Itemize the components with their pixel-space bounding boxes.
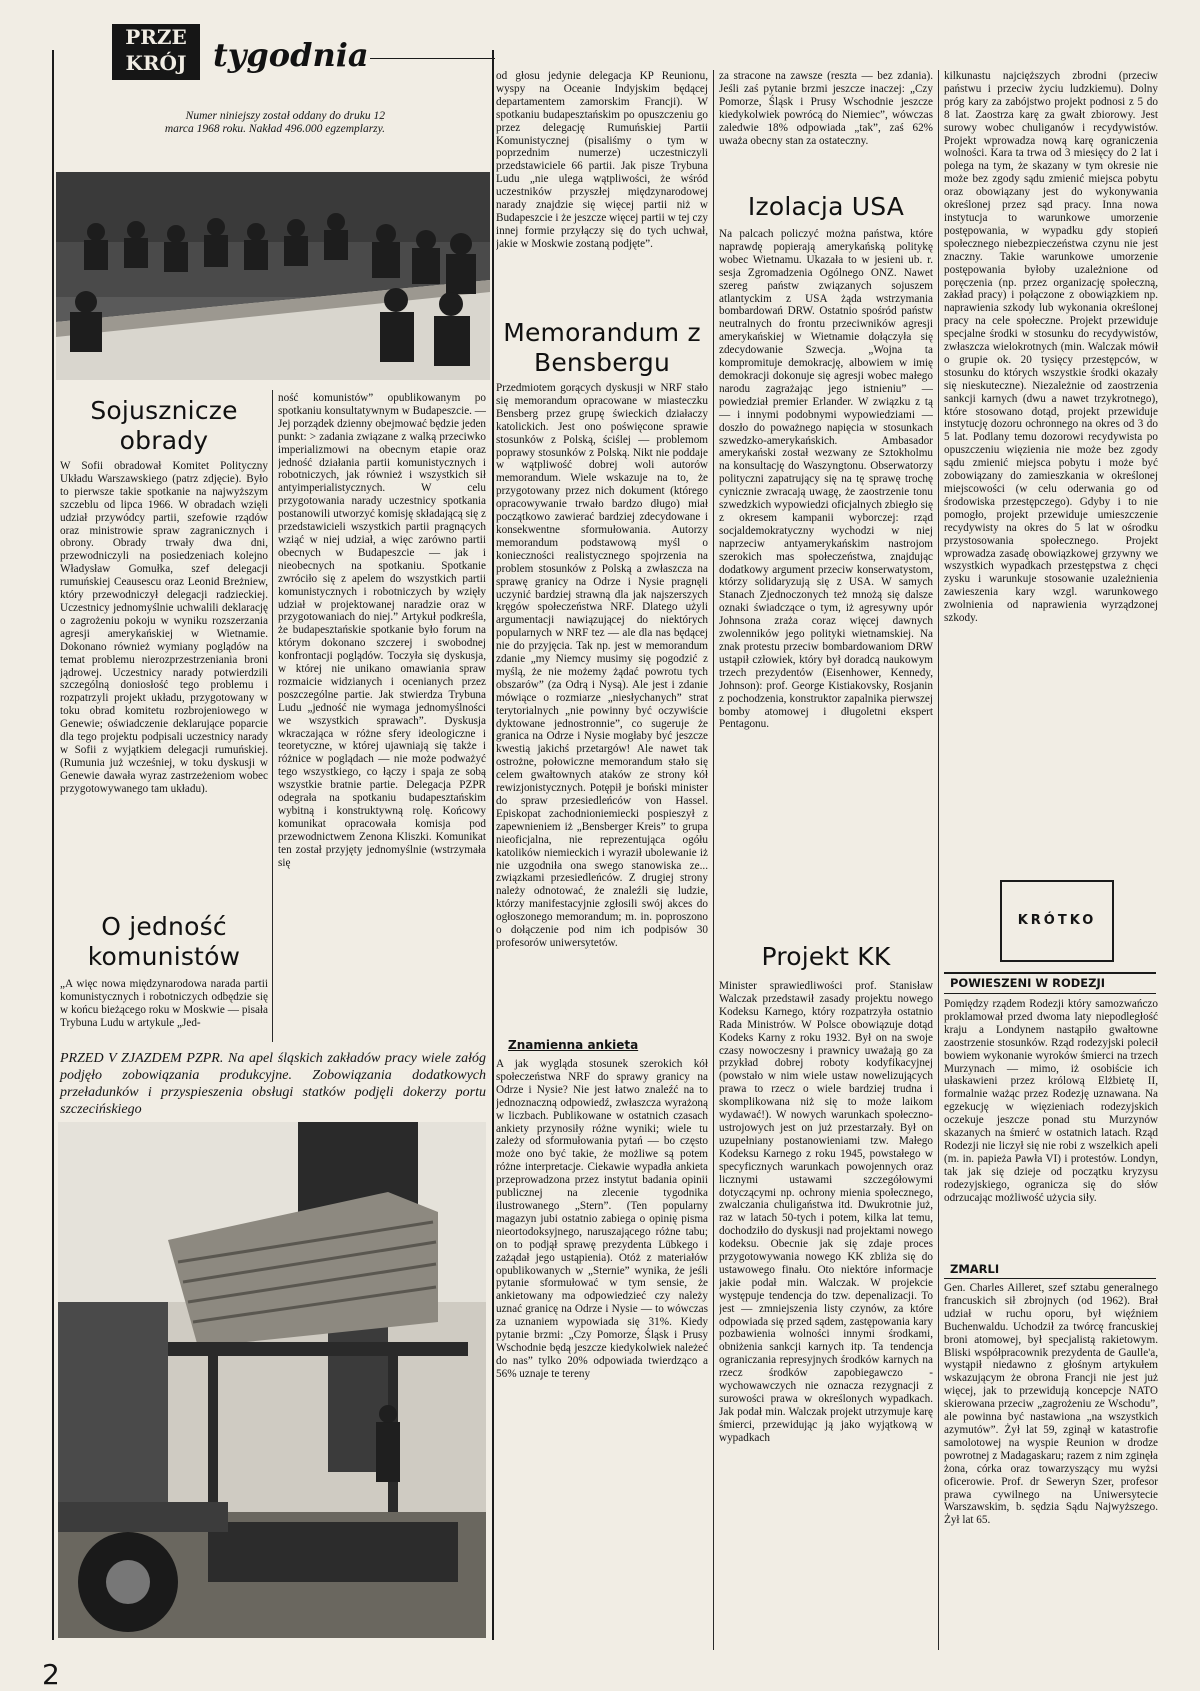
- masthead-logo: PRZE KRÓJ: [112, 24, 200, 80]
- section-rule-2: [944, 1278, 1156, 1279]
- article-ankieta: A jak wygląda stosunek szerokich kół społeczeństwa NRF do sprawy granicy na Odrze i Nysie? Nie jest łatwo znaleźć na to jednoznaczną odpowiedź, zwłaszcza wyrażoną w liczbach. Publikowane w ostatnich czasach ankiety przynosiły różne wyniki; wiele tu zależy od sformułowania pytań — bo często może ono być takie, że możliwe są potem różne interpretacje. Ciekawie wypadła ankieta przeprowadzona przez instytut badania opinii publicznej na zlecenie tygodnika ilustrowanego „Stern”. (Ten popularny magazyn jubi ostatnio zabiega o opinię pisma nieortodoksyjnego, naruszającego różne tabu; on to podjął sprawę prezydenta Lübkego i zażądał jego ustąpienia). Otóż z materiałów opublikowanych w „Sternie” wynika, że jeśli pytanie sformułować w tym sensie, że ankietowany ma odpowiedzieć czy należy uznać granicę na Odrze i Nysie — to wówczas za uznaniem wypowiada się 31%. Kiedy pytanie brzmi: „Czy Pomorze, Śląsk i Prusy Wschodnie będą jeszcze kiedykolwiek należeć do nas” tylko 20% odpowiada twierdząco a 56% uznaje te tereny: [496, 1058, 708, 1380]
- article-jednosc-col1: „A więc nowa międzynarodowa narada partii komunistycznych i robotniczych odbędzie się w końcu bieżącego roku w Moskwie — pisała Trybuna Ludu w artykule „Jed-: [60, 978, 268, 1029]
- article-memorandum: Przedmiotem gorących dyskusji w NRF stało się memorandum opracowane w miasteczku Bensberg przez grupę świeckich działaczy katolickich. Jest ono poświęcone sprawie stosunków z Polską, ściślej — problemom poprawy stosunków z Polską. Nikt nie poddaje w wątpliwość dobrej woli autorów memorandum. Wiele wskazuje na to, że przygotowany przez nich dokument (którego opracowywanie trwało bardzo długo) miał początkowo zawierać bardziej zdecydowane i konsekwentne sformułowania. Autorzy memorandum podstawową myśl o konieczności realistycznego spojrzenia na problem stosunków z Polską a zwłaszcza na sprawę granicy na Odrze i Nysie pragnęli uczynić bardziej strawną dla jak najszerszych kręgów społeczeństwa NRF. Dlatego użyli argumentacji nawiązującej do niektórych popularnych w NRF tez — ale dla nas będącej nie do przyjęcia. Tak np. jest w memorandum zdanie „my Niemcy musimy się pogodzić z myślą, że nie możemy żądać powrotu tych obszarów” (za Odrą i Nysą). Ale jest i zdanie mówiące o rozmiarze „niesłychanych” strat terytorialnych „nie powinny być oczywiście dyktowane jednostronnie”, co sugeruje że granica na Odrze i Nysie mogłaby być jeszcze kwestią jakichś przetargów! Ale nawet tak ostrożne, połowiczne memorandum stało się celem gwałtownych ataków ze strony kół rewizjonistycznych. Potępił je boński minister do spraw przesiedleńców von Hassel. Episkopat zachodnioniemiecki pospieszył z zapewnieniem iż „Bensberger Kreis” to grupa nieoficjalna, nie reprezentująca ogółu katolików niemieckich i wyraził ubolewanie iż nie uzgodniła ona swego stanowiska ze... związkami przesiedleńców. Z drugiej strony należy odnotować, że znaleźli się ludzie, którzy manifestacyjnie zgłosili swój akces do ogłoszonego memorandum; m. in. poproszono o dołączenie pod nim ich podpisów 30 profesorów uniwersytetów.: [496, 382, 708, 949]
- conference-photo: [56, 172, 490, 380]
- article-sojusznicze-col1: W Sofii obradował Komitet Polityczny Układu Warszawskiego (patrz zdjęcie). Było to pierwsze takie spotkanie na najwyższym szczeblu od lipca 1966. W obradach wzięli udział przywódcy partii, szefowie rządów oraz ministrowie spraw zagranicznych i obrony. Obrady trwały dwa dni, przewodniczyli na posiedzeniach kolejno Władysław Gomułka, szef delegacji rumuńskiej Ceausescu oraz Leonid Breżniew, który przewodniczył delegacji radzieckiej. Uczestnicy jednomyślnie uchwalili deklarację o zagrożeniu pokoju w wyniku rozszerzania agresji amerykańskiej w Wietnamie. Dokonano również wymiany poglądów na temat problemu nierozprzestrzeniania broni jądrowej. Uczestnicy narady potwierdzili szczególną doniosłość tego problemu i rozpatrzyli projekt układu, przygotowany w toku obrad komitetu rozbrojeniowego w Genewie; oświadczenie deklarujące poparcie dla tego projektu podpisali uczestnicy narady w Sofii z wyjątkiem delegacji rumuńskiej. (Rumunia już wcześniej, w toku dyskusji w Genewie dawała wyraz zastrzeżeniom wobec przygotowywanego tam układu).: [60, 460, 268, 795]
- heading-sojusznicze: Sojusznicze obrady: [90, 396, 238, 455]
- heading-izolacja: Izolacja USA: [747, 192, 905, 221]
- port-photo: [58, 1122, 486, 1638]
- article-jednosc-col3: od głosu jedynie delegacja KP Reunionu, wyspy na Oceanie Indyjskim będącej departamentem zamorskim Francji). W spotkaniu budapesztańskim po opuszczeniu go przez delegację Rumuńskiej Partii Komunistycznej (pisaliśmy o tym w poprzednim numerze) uczestniczyli przedstawiciele 66 partii. Jak pisze Trybuna Ludu „nie ulega wątpliwości, że wśród uczestników przyszłej międzynarodowej narady znajdzie się więcej partii niż w Budapeszcie i że jeszcze więcej partii w tej czy innej formie przyłączy się do tych uchwał, jakie w Moskwie zostaną podjęte”.: [496, 70, 708, 250]
- article-izolacja: Na palcach policzyć można państwa, które naprawdę popierają amerykańską politykę wobec Wietnamu. Ukazała to w jesieni ub. r. sesja Zgromadzenia Ogólnego ONZ. Nawet szereg państw związanych sojuszem atlantyckim z USA żąda wstrzymania bombardowań DRW. Ostatnio spośród państw neutralnych do frontu przeciwników agresji amerykańskiej w Wietnamie dołączyła się zdecydowanie Szwecja. „Wojna ta kompromituje demokrację, albowiem w imię demokracji dokonuje się agresji wobec małego narodu zagrażając jego istnieniu” — powiedział premier Erlander. W związku z tą — i innymi podobnymi wypowiedziami — doszło do poważnego napięcia w stosunkach szwedzko-amerykańskich. Ambasador amerykański został wezwany ze Sztokholmu na konsultację do Waszyngtonu. Obserwatorzy polityczni zapatrujący się na tę sprawę trochę cynicznie zwracają uwagę, że zaostrzenie tonu szwedzkich wypowiedzi oficjalnych zbiegło się z okresem kampanii wyborczej: rząd socjaldemokratyczny wychodzi w niej naprzeciw antyamerykańskim nastrojom szerokich mas społeczeństwa, znajdując dodatkowy argument przeciw konserwatystom, którzy solidaryzują się z USA. W samych Stanach Zjednoczonych też mnożą się dalsze oznaki świadczące o tym, iż agresywny upór Johnsona zraża coraz więcej dawnych zwolenników jego polityki wietnamskiej. Na znak protestu przeciw bombardowaniom DRW ustąpił człowiek, który był doradcą naukowym trzech prezydentów (Eisenhower, Kennedy, Johnson): prof. George Kistiakovsky, Rosjanin z pochodzenia, konstruktor zapalnika pierwszej bomby atomowej i długoletni ekspert Pentagonu.: [719, 228, 933, 731]
- krotko-rule: [944, 972, 1156, 974]
- article-projekt-kk-cont: kilkunastu najcięższych zbrodni (przeciw państwu i przeciw życiu ludzkiemu). Dolny próg kary za zabójstwo projekt podnosi z 5 do 8 lat. Zaostrza karę za gwałt zbiorowy. Jest surowy wobec chuliganów i recydywistów. Projekt wprowadza nową karę ograniczenia wolności. Kara ta trwa od 3 miesięcy do 2 lat i polega na tym, że skazany w tym okresie nie może bez zgody sądu zmienić miejsca pobytu oraz obowiązany jest do wykonywania określonej przez sąd pracy. Inna nowa instytucja to warunkowe umorzenie postępowania, w wypadku gdy stopień społecznego niebezpieczeństwa czynu nie jest znaczny. Takie warunkowe umorzenie postępowania byłoby uzależnione od poręczenia (np. przez organizację społeczną, zakład pracy) i połączone z obowiązkiem np. naprawienia szkody lub wykonania określonej pracy na cele społeczne. Projekt przewiduje specjalne środki w stosunku do recydywistów, zwłaszcza wielokrotnych (min. Walczak mówił o grupie ok. 20 tysięcy przestępców, w stosunku do których wszystkie środki okazały się nieskuteczne). Niezależnie od zaostrzenia sankcji karnych (dwu a nawet trzykrotnego), które stosowano dotąd, projekt przewiduje instytucję dozoru ochronnego na okres od 3 do 5 lat. Podlany temu dozorowi recydywista po opuszczeniu więzienia nie może bez zgody sądu zmienić miejsca pobytu i może być zobowiązany do zamieszkania w określonej miejscowości (w celu oderwania go od środowiska przestępczego). Gdyby i to nie pomogło, projekt przewiduje umieszczenie recydywisty na okres do 5 lat w ośrodku przystosowania społecznego. Projekt wprowadza zasadę obowiązkowej grzywny we wszystkich wypadkach przestępstwa z chęci zysku i warunkuje stosowanie uzależnienia zawieszenia kary wzgl. warunkowego zwolnienia od naprawienia wyrządzonej szkody.: [944, 70, 1158, 625]
- heading-projekt-kk: Projekt KK: [761, 942, 891, 971]
- article-powieszeni: Pomiędzy rządem Rodezji który samozwańczo proklamował przed dwoma laty niepodległość kraju a Londynem nastąpiło gwałtowne zaostrzenie stosunków. Rząd rodezyjski polecił bowiem wykonanie wyroków śmierci na trzech Murzynach — mimo, iż osobiście ich ułaskawieni przez królową Elżbietę II, formalnie ważąc przez Rodezję uznawana. Na egzekucję w więzieniach rodezyjskich oczekuje jeszcze ponad stu Murzynów skazanych na śmierć w ostatnich latach. Rząd Rodezji nie liczył się nie robi z wszelkich apeli (m. in. papieża Pawła VI) i protestów. Londyn, tak jak się dzieje od początku kryzysu rodezyjskiego, ogranicza się do słów odrzucając możliwość użycia siły.: [944, 998, 1158, 1204]
- port-photo-image: [58, 1122, 486, 1638]
- heading-memorandum: Memorandum z Bensbergu: [503, 318, 701, 377]
- krotko-box: KRÓTKO: [1000, 880, 1114, 962]
- conference-photo-image: [56, 172, 490, 380]
- subheading-ankieta: Znamienna ankieta: [508, 1038, 639, 1052]
- photo-caption: PRZED V ZJAZDEM PZPR. Na apel śląskich zakładów pracy wiele załóg podjęło zobowiązania produkcyjne. Zobowiązania dodatkowych przeładunków i przyspieszenia obsługi statków podjęli dokerzy portu szczecińskiego: [60, 1051, 486, 1117]
- column-rule-2: [713, 70, 714, 1650]
- heading-jednosc: O jedność komunistów: [87, 912, 241, 971]
- article-jednosc-col2: ność komunistów” opublikowanym po spotkaniu konsultatywnym w Budapeszcie. — Jej porządek dzienny obejmować będzie jeden punkt: > zadania związane z walką przeciwko imperializmowi na obecnym etapie oraz jedność działania partii komunistycznych i robotniczych, jak również i wszystkich sił antyimperialistycznych. W celu przygotowania narady uczestnicy spotkania postanowili utworzyć komisję składającą się z przedstawicieli wszystkich partii pragnących wziąć w niej udział, a więc zarówno partii obecnych w Budapeszcie — jak i nieobecnych na spotkaniu. Spotkanie zwróciło się z apelem do wszystkich partii komunistycznych i robotniczych by wzięły udział w projektowanej naradzie oraz w przygotowaniach do niej.” Artykuł podkreśla, że budapesztańskie spotkanie było forum na którym dokonano szczerej i swobodnej konfrontacji poglądów. Toczyła się dyskusja, w której nie unikano omawiania spraw rozmaicie widzianych i ocenianych przez poszczególne partie. Jak stwierdza Trybuna Ludu „jedność nie wymaga jednomyślności we wszystkich sprawach”. Dyskusja wkraczająca w różne sfery ideologiczne i teoretyczne, w której ujawniają się także i różnice w poglądach — nie może podważyć tego wszystkiego, co łączy i spaja ze sobą wszystkie bratnie partie. Delegacja PZPR odegrała na spotkaniu budapesztańskim wybitną i konstruktywną rolę. Końcowy komunikat opracowała komisja pod przewodnictwem Zenona Kliszki. Komunikat ten został przyjęty jednomyślnie (wstrzymała się: [278, 392, 486, 869]
- page-number: 2: [42, 1658, 60, 1691]
- section-powieszeni: POWIESZENI W RODEZJI: [950, 976, 1106, 990]
- print-note: Numer niniejszy został oddany do druku 12 marca 1968 roku. Nakład 496.000 egzemplarzy.: [164, 110, 385, 135]
- column-rule: [272, 390, 273, 1042]
- section-rule: [944, 993, 1156, 994]
- masthead-title: tygodnia: [213, 36, 369, 74]
- article-projekt-kk: Minister sprawiedliwości prof. Stanisław Walczak przedstawił zasady projektu nowego Kodeksu Karnego, który rozpatrzyła ostatnio Rada Ministrów. W Polsce obowiązuje dotąd Kodeks Karny z roku 1932. Był on na swoje czasy nowoczesny i prawnicy uważają go za przykład dobrej roboty kodyfikacyjnej (powstało w nim wiele ustaw nowelizujących prawa to rzecz o wiele bardziej trudna i skomplikowana niż się to może laikom wydawać!). W nowych warunkach społeczno-ustrojowych jest on już przestarzały. Był on uzupełniany postanowieniami tzw. Małego Kodeksu Karnego z roku 1945, powstałego w specyficznych warunkach powojennych oraz licznymi ustawami szczegółowymi dotyczącymi np. ochrony mienia społecznego, zwalczania chuligaństwa itd. Dwukrotnie już, raz w latach 50-tych i potem, kilka lat temu, dochodziło do dyskusji nad projektami nowego kodeksu. Obecnie jak się zdaje proces przygotowywania nowego KK zbliża się do ustawowego finału. Oto niektóre informacje jakie podał min. Walczak. W projekcie występuje tendencja do tzw. depenalizacji. To jest — zmniejszenia listy czynów, za które odpowiada się przed sądem, zastępowania kary pozbawienia wolności innymi środkami, obniżenia sankcji karnych itp. Ta tendencja ograniczania represyjnych środków karnych na rzecz środków zapobiegawczo - wychowawczych nie oznacza rezygnacji z surowości prawa w określonych wypadkach. Jak podał min. Walczak projekt utrzymuje karę śmierci, przewidując ją jako wyjątkową w wypadkach: [719, 980, 933, 1444]
- article-zmarli: Gen. Charles Ailleret, szef sztabu generalnego francuskich sił zbrojnych (od 1962). Brał udział w ruchu oporu, był więźniem Buchenwaldu. Uchodził za twórcę francuskiej broni atomowej, był specjalistą rakietowym. Bliski współpracownik prezydenta de Gaulle'a, wystąpił niedawno z głośnym artykułem wskazującym że obrona Francji nie jest już więcej, jak to przewidują koncepcje NATO skierowana przeciw „zagrożeniu ze Wschodu”, ale powinna być nastawiona „na wszystkich azymutów”. Żył lat 59, zginął w katastrofie samolotowej na wyspie Reunion w drodze powrotnej z Madagaskaru; razem z nim zginęła żona, córka oraz towarzyszący mu wyżsi oficerowie. Prof. dr Seweryn Szer, profesor prawa cywilnego na Uniwersytecie Warszawskim, b. sędzia Sądu Najwyższego. Żył lat 65.: [944, 1282, 1158, 1527]
- section-zmarli: ZMARLI: [950, 1262, 1000, 1276]
- article-ankieta-cont: za stracone na zawsze (reszta — bez zdania). Jeśli zaś pytanie brzmi jeszcze inaczej: „Czy Pomorze, Śląsk i Prusy Wschodnie jeszcze kiedykolwiek powrócą do Niemiec”, wówczas zaledwie 18% odpowiada „tak”, zaś 62% uważa obecny stan za ostateczny.: [719, 70, 933, 147]
- column-rule-3: [938, 70, 939, 1650]
